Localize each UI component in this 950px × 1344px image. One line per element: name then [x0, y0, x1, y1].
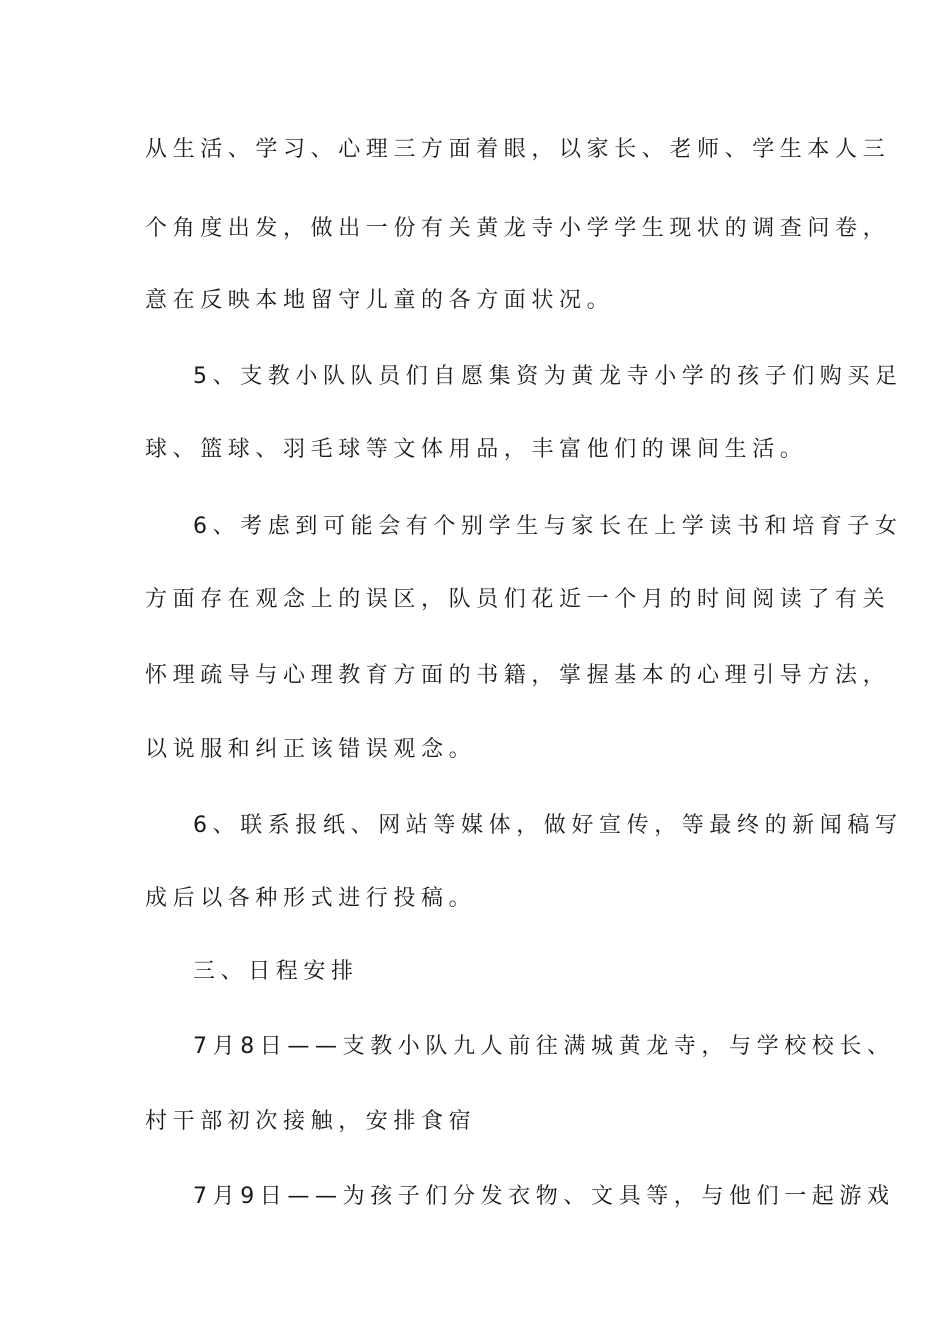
- paragraph-line: 怀理疏导与心理教育方面的书籍，掌握基本的心理引导方法，: [145, 663, 891, 688]
- section-heading: 三、日程安排: [193, 959, 359, 984]
- paragraph-line: 6、考虑到可能会有个别学生与家长在上学读书和培育子女: [193, 514, 903, 539]
- paragraph-line: 球、篮球、羽毛球等文体用品，丰富他们的课间生活。: [145, 437, 808, 462]
- paragraph-line: 从生活、学习、心理三方面着眼，以家长、老师、学生本人三: [145, 137, 891, 162]
- paragraph-line: 6、联系报纸、网站等媒体，做好宣传，等最终的新闻稿写: [193, 813, 903, 838]
- paragraph-line: 方面存在观念上的误区，队员们花近一个月的时间阅读了有关: [145, 587, 891, 612]
- paragraph-line: 意在反映本地留守儿童的各方面状况。: [145, 288, 615, 313]
- schedule-line: 村干部初次接触，安排食宿: [145, 1109, 477, 1134]
- schedule-line: 7月8日——支教小队九人前往满城黄龙寺，与学校校长、: [193, 1034, 895, 1059]
- paragraph-line: 5、支教小队队员们自愿集资为黄龙寺小学的孩子们购买足: [193, 364, 903, 389]
- paragraph-line: 个角度出发，做出一份有关黄龙寺小学学生现状的调查问卷，: [145, 216, 891, 241]
- paragraph-line: 成后以各种形式进行投稿。: [145, 886, 477, 911]
- paragraph-line: 以说服和纠正该错误观念。: [145, 737, 477, 762]
- schedule-line: 7月9日——为孩子们分发衣物、文具等，与他们一起游戏: [193, 1184, 895, 1209]
